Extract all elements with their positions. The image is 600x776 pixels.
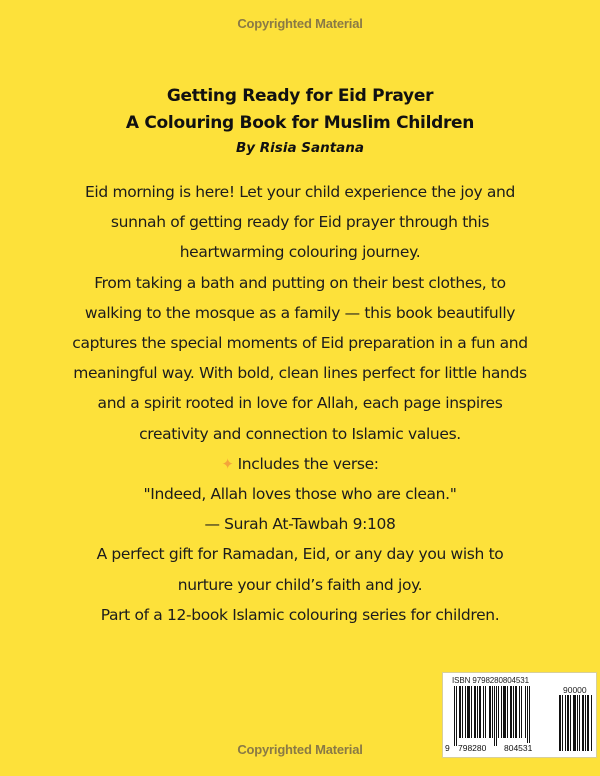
verse-intro	[0, 449, 600, 479]
description-line: and a spirit rooted in love for Allah, each page inspires	[97, 394, 503, 413]
barcode-digits-right: 804531	[504, 743, 533, 753]
price-code: 90000	[563, 685, 587, 695]
title-block	[0, 83, 600, 159]
barcode-digit-first: 9	[445, 743, 450, 753]
sparkle-icon: ✦	[221, 454, 234, 473]
verse-reference: — Surah At-Tawbah 9:108	[204, 515, 396, 534]
copyright-watermark-top: Copyrighted Material	[237, 16, 363, 31]
description-line: captures the special moments of Eid preparation in a fun and	[72, 334, 528, 353]
book-description	[0, 177, 600, 630]
description-line: heartwarming colouring journey.	[179, 243, 421, 262]
description-line: Eid morning is here! Let your child experience the joy and	[84, 183, 515, 201]
description-line: walking to the mosque as a family — this book beautifully	[84, 303, 516, 322]
description-line: sunnah of getting ready for Eid prayer through this	[110, 213, 490, 232]
verse-intro-text: Includes the verse:	[237, 454, 379, 473]
barcode-bars-icon	[454, 686, 548, 746]
closing-line: Part of a 12-book Islamic colouring series for children.	[100, 605, 500, 624]
verse-quote: "Indeed, Allah loves those who are clean."	[143, 485, 457, 504]
book-title: Getting Ready for Eid Prayer	[166, 86, 434, 106]
closing-line: A perfect gift for Ramadan, Eid, or any day you wish to	[96, 545, 504, 564]
book-author: By Risia Santana	[235, 140, 364, 156]
description-line: From taking a bath and putting on their best clothes, to	[94, 273, 506, 292]
description-line: creativity and connection to Islamic values.	[139, 424, 461, 443]
barcode-digits-left: 798280	[458, 743, 487, 753]
copyright-watermark-bottom: Copyrighted Material	[237, 742, 363, 757]
isbn-label: ISBN 9798280804531	[452, 676, 529, 685]
description-line: meaningful way. With bold, clean lines perfect for little hands	[73, 364, 527, 383]
closing-line: nurture your child’s faith and joy.	[177, 575, 423, 594]
book-subtitle: A Colouring Book for Muslim Children	[125, 113, 475, 133]
